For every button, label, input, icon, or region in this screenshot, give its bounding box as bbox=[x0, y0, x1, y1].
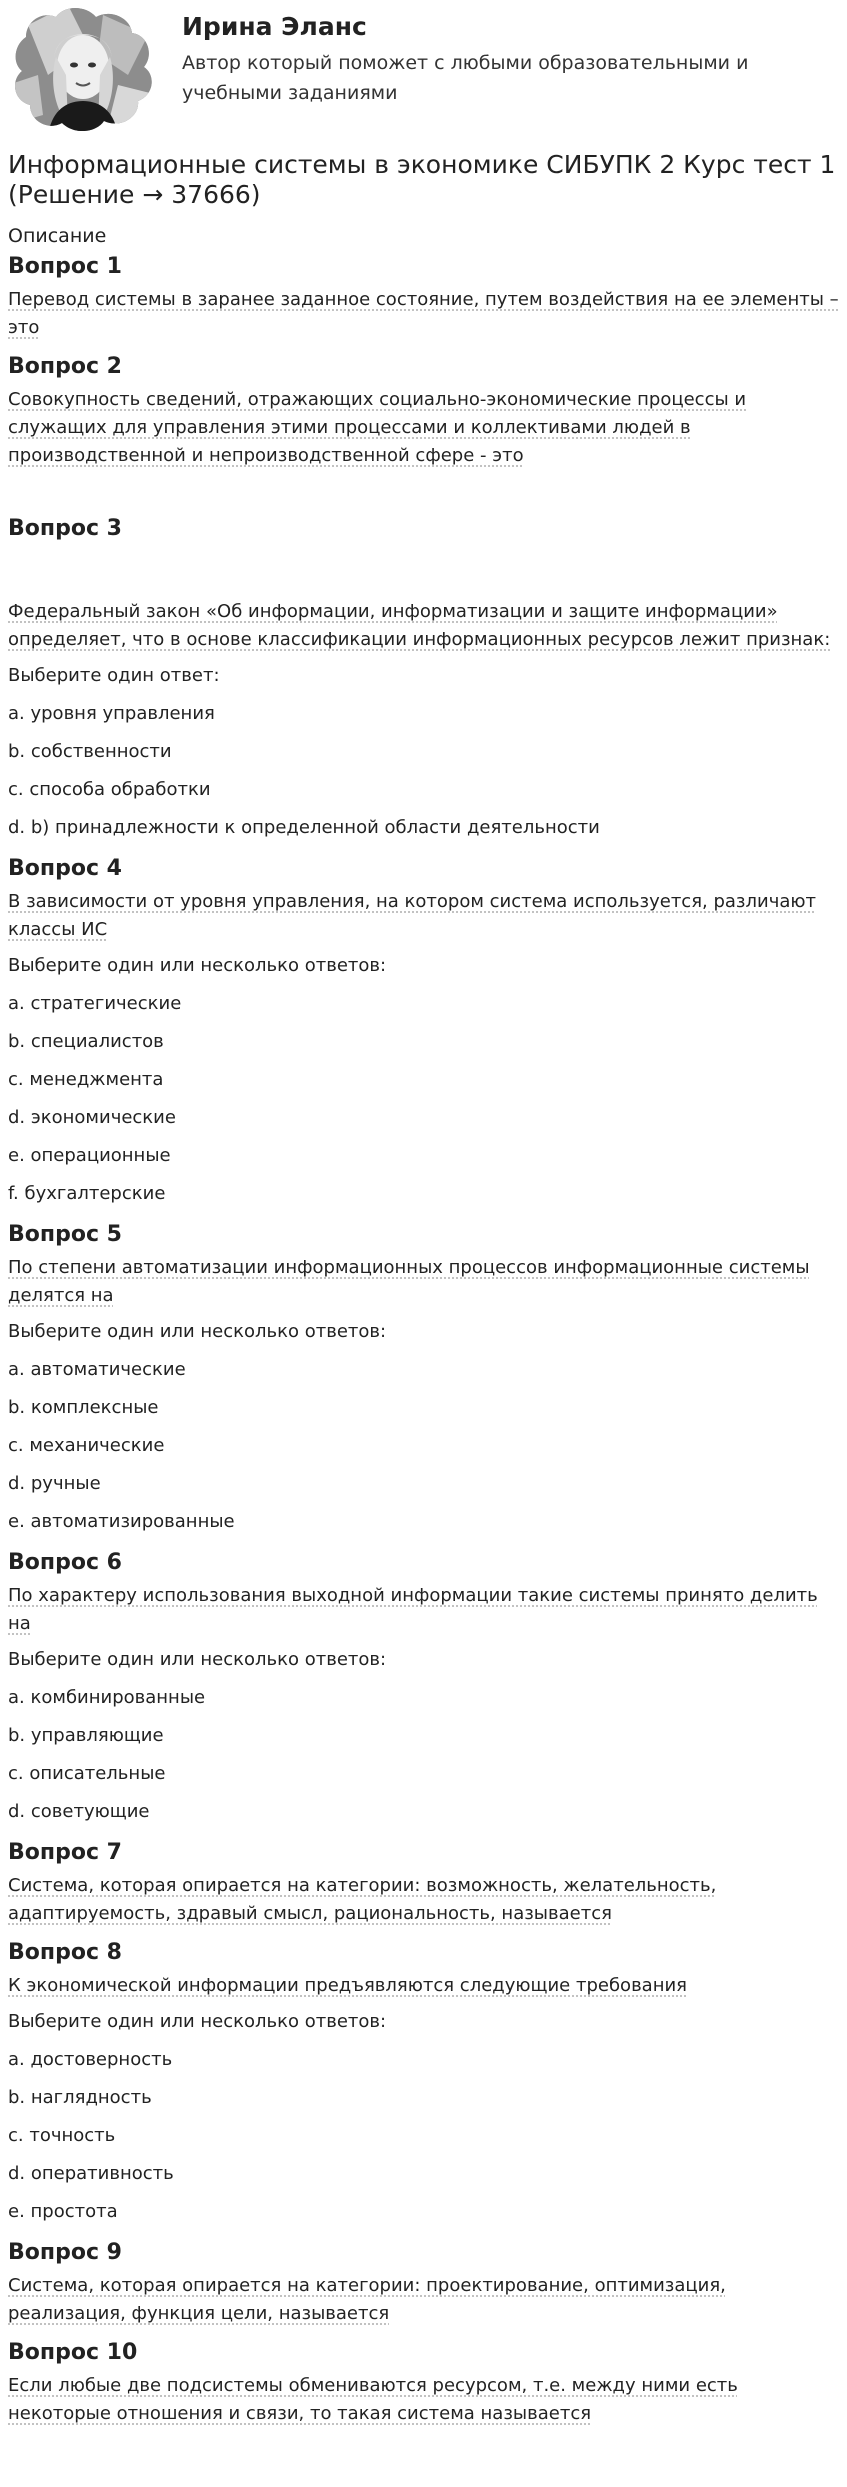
answer-option[interactable]: c. точность bbox=[8, 2125, 116, 2146]
question-heading: Вопрос 6 bbox=[8, 1550, 122, 1575]
question-6 bbox=[8, 1546, 839, 1826]
answer-option[interactable]: b. комплексные bbox=[8, 1397, 159, 1418]
author-name[interactable]: Ирина Эланс bbox=[182, 12, 367, 41]
question-8 bbox=[8, 1936, 839, 2226]
answer-option[interactable]: b. специалистов bbox=[8, 1031, 164, 1052]
question-heading: Вопрос 3 bbox=[8, 516, 122, 541]
question-7 bbox=[8, 1836, 839, 1928]
answer-option[interactable]: a. комбинированные bbox=[8, 1687, 206, 1708]
question-text: Если любые две подсистемы обмениваются ресурсом, т.е. между ними есть некоторые отношения и связи, то такая система называется bbox=[8, 2375, 738, 2424]
question-text: К экономической информации предъявляются следующие требования bbox=[8, 1975, 687, 1996]
answer-option[interactable]: d. b) принадлежности к определенной области деятельности bbox=[8, 817, 600, 838]
question-3 bbox=[8, 512, 839, 842]
answer-option[interactable]: d. ручные bbox=[8, 1473, 101, 1494]
question-heading: Вопрос 10 bbox=[8, 2340, 138, 2365]
author-avatar[interactable] bbox=[8, 5, 158, 135]
question-heading: Вопрос 2 bbox=[8, 354, 122, 379]
answer-option[interactable]: c. менеджмента bbox=[8, 1069, 164, 1090]
question-2 bbox=[8, 350, 839, 470]
question-heading: Вопрос 9 bbox=[8, 2240, 122, 2265]
answer-option[interactable]: a. уровня управления bbox=[8, 703, 215, 724]
answer-prompt: Выберите один или несколько ответов: bbox=[8, 1649, 387, 1670]
question-text: Система, которая опирается на категории: возможность, желательность, адаптируемость, здравый смысл, рациональность, называется bbox=[8, 1875, 717, 1924]
question-text: По степени автоматизации информационных процессов информационные системы делятся на bbox=[8, 1257, 810, 1306]
answer-option[interactable]: c. механические bbox=[8, 1435, 165, 1456]
author-description: Автор который поможет с любыми образовательными и учебными заданиями bbox=[182, 52, 749, 104]
question-text: Совокупность сведений, отражающих социально-экономические процессы и служащих для управления этими процессами и коллективами людей в производственной и непроизводственной сфере - это bbox=[8, 389, 747, 466]
question-heading: Вопрос 1 bbox=[8, 254, 122, 279]
question-heading: Вопрос 5 bbox=[8, 1222, 122, 1247]
question-text: По характеру использования выходной информации такие системы принято делить на bbox=[8, 1585, 818, 1634]
page-title: Информационные системы в экономике СИБУПК 2 Курс тест 1 (Решение → 37666) bbox=[8, 150, 836, 209]
question-1 bbox=[8, 250, 839, 342]
question-4 bbox=[8, 852, 839, 1208]
answer-option[interactable]: f. бухгалтерские bbox=[8, 1183, 166, 1204]
question-10 bbox=[8, 2336, 839, 2428]
question-5 bbox=[8, 1218, 839, 1536]
answer-option[interactable]: e. простота bbox=[8, 2201, 118, 2222]
answer-option[interactable]: d. советующие bbox=[8, 1801, 150, 1822]
question-heading: Вопрос 8 bbox=[8, 1940, 122, 1965]
answer-option[interactable]: b. управляющие bbox=[8, 1725, 164, 1746]
answer-option[interactable]: d. экономические bbox=[8, 1107, 176, 1128]
author-card bbox=[8, 0, 839, 150]
answer-option[interactable]: a. достоверность bbox=[8, 2049, 173, 2070]
answer-prompt: Выберите один или несколько ответов: bbox=[8, 955, 387, 976]
question-heading: Вопрос 7 bbox=[8, 1840, 122, 1865]
answer-option[interactable]: b. наглядность bbox=[8, 2087, 152, 2108]
answer-option[interactable]: c. способа обработки bbox=[8, 779, 211, 800]
answer-option[interactable]: b. собственности bbox=[8, 741, 172, 762]
answer-prompt: Выберите один или несколько ответов: bbox=[8, 2011, 387, 2032]
question-9 bbox=[8, 2236, 839, 2328]
question-heading: Вопрос 4 bbox=[8, 856, 122, 881]
question-text: Федеральный закон «Об информации, информатизации и защите информации» определяет, что в основе классификации информационных ресурсов лежит признак: bbox=[8, 601, 831, 650]
question-text: Перевод системы в заранее заданное состояние, путем воздействия на ее элементы – это bbox=[8, 289, 839, 338]
answer-option[interactable]: e. автоматизированные bbox=[8, 1511, 235, 1532]
question-text: Система, которая опирается на категории: проектирование, оптимизация, реализация, функция цели, называется bbox=[8, 2275, 726, 2324]
answer-option[interactable]: c. описательные bbox=[8, 1763, 166, 1784]
answer-prompt: Выберите один ответ: bbox=[8, 665, 220, 686]
description-label: Описание bbox=[8, 225, 107, 247]
answer-prompt: Выберите один или несколько ответов: bbox=[8, 1321, 387, 1342]
author-info bbox=[182, 0, 802, 108]
answer-option[interactable]: a. автоматические bbox=[8, 1359, 186, 1380]
question-text: В зависимости от уровня управления, на котором система используется, различают классы ИС bbox=[8, 891, 817, 940]
answer-option[interactable]: e. операционные bbox=[8, 1145, 171, 1166]
answer-option[interactable]: d. оперативность bbox=[8, 2163, 174, 2184]
answer-option[interactable]: a. стратегические bbox=[8, 993, 182, 1014]
